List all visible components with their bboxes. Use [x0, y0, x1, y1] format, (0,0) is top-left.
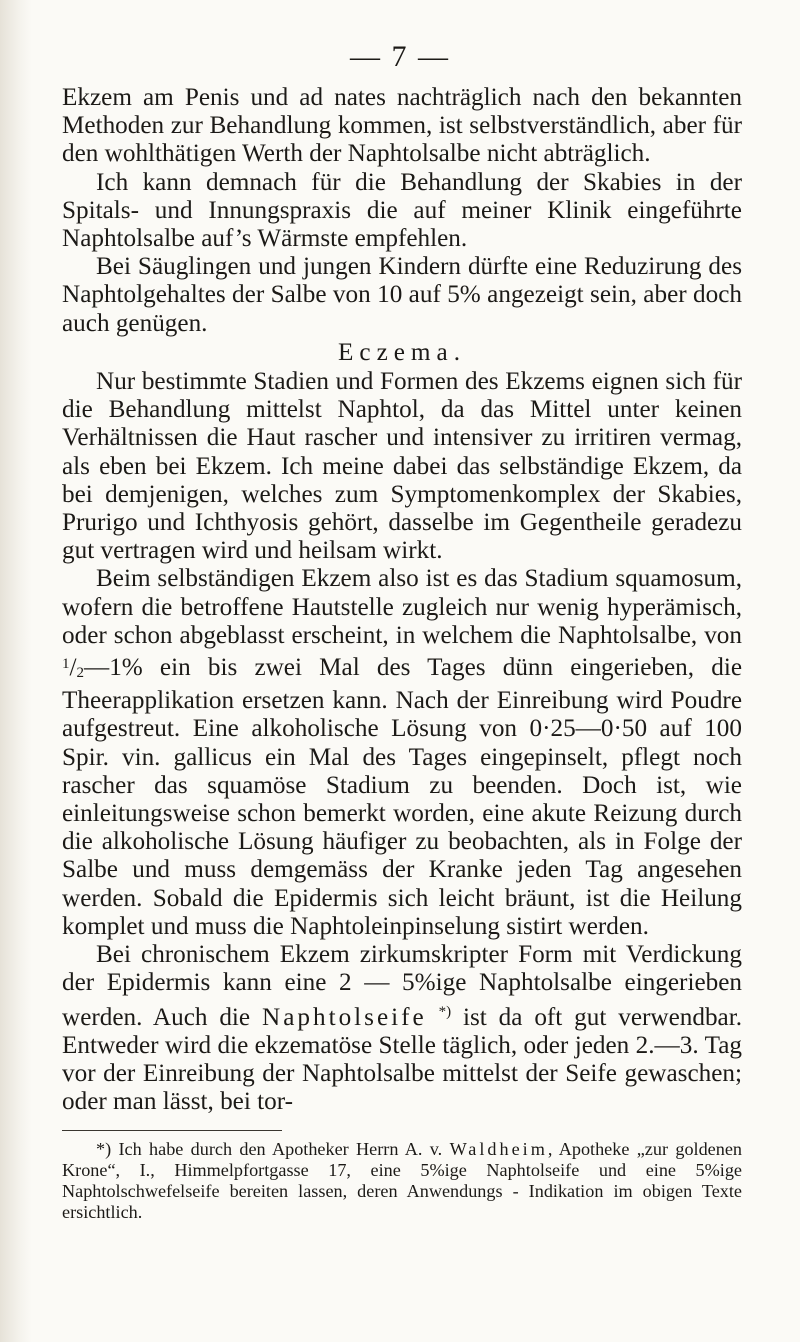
footnote-text-a: Ich habe durch den Apotheker Herrn A. v.: [118, 1139, 443, 1160]
naphtolseife-term: Naphtolseife: [262, 1003, 427, 1031]
fraction-numerator: 1: [62, 656, 70, 673]
fraction-denominator: 2: [76, 665, 84, 682]
paragraph-6-part-b: ist da oft gut verwendbar. Entweder wird die ekzematöse Stelle täglich, oder jeden 2.—3. Tag vor der Einreibung der Naphtolsalbe mittelst der Seife gewaschen; oder man lässt, bei tor-: [62, 1003, 743, 1116]
paragraph-6: [62, 941, 742, 1116]
footnote-divider: [62, 1130, 282, 1131]
paragraph-2: Ich kann demnach für die Behandlung der Skabies in der Spitals- und Innungspraxis die auf meiner Klinik eingeführte Naphtolsalbe auf’s Wärmste empfehlen.: [62, 168, 742, 253]
footnote-text-b: , Apotheke „zur goldenen Krone“, I., Himmelpfortgasse 17, eine 5%ige Naphtolseife und eine 5%ige Naphtolschwefelseife bereiten lassen, deren Anwendungs - Indikation im obigen Texte ersichtlich.: [62, 1139, 743, 1223]
footnote-reference: *): [438, 1003, 452, 1020]
paragraph-5-part-b: —1% ein bis zwei Mal des Tages dünn eingerieben, die Theerapplikation ersetzen kann. Nach der Einreibung wird Poudre aufgestreut. Eine alkoholische Lösung von 0·25—0·50 auf 100 Spir. vin. gallicus ein Mal des Tages eingepinselt, pflegt noch rascher das squamöse Stadium zu beenden. Doch ist, wie einleitungsweise schon bemerkt worden, eine akute Reizung durch die alkoholische Lösung häufiger zu beobachten, als in Folge der Salbe und muss demgemäss der Kranke jeden Tag angesehen werden. Sobald die Epidermis sich leicht bräunt, ist die Heilung komplet und muss die Naphtoleinpinselung sistirt werden.: [62, 654, 742, 940]
footnote-mark: *): [96, 1139, 112, 1160]
footnote-name: Waldheim: [449, 1139, 548, 1160]
paragraph-5: Beim selbständigen Ekzem also ist es das Stadium squamosum, wofern die betroffene Hautstelle zugleich nur wenig hyperämisch, oder schon abgeblasst erscheint, in welchem die Naphtolsalbe, von $^1$/2—1% ein bis zwei Mal des Tages dünn eingerieben, die Theerapplikation ersetzen kann. Nach der Einreibung wird Poudre aufgestreut. Eine alkoholische Lösung von 0·25—0·50 auf 100 Spir. vin. gallicus ein Mal des Tages eingepinselt, pflegt noch rascher das squamöse Stadium zu beenden. Doch ist, wie einleitungsweise schon bemerkt worden, eine akute Reizung durch die alkoholische Lösung häufiger zu beobachten, als in Folge der Salbe und muss demgemäss der Kranke jeden Tag angesehen werden. Sobald die Epidermis sich leicht bräunt, ist die Heilung komplet und muss die Naphtoleinpinselung sistirt werden.: [62, 565, 742, 940]
paragraph-4: Nur bestimmte Stadien und Formen des Ekzems eignen sich für die Behandlung mittelst Naphtol, da das Mittel unter keinen Verhältnissen die Haut rascher und intensiver zu irritiren vermag, als eben bei Ekzem. Ich meine dabei das selbständige Ekzem, da bei demjenigen, welches zum Symptomenkomplex der Skabies, Prurigo und Ichthyosis gehört, dasselbe im Gegentheile geradezu gut vertragen wird und heilsam wirkt.: [62, 368, 742, 565]
footnote: [62, 1139, 742, 1223]
paragraph-3: Bei Säuglingen und jungen Kindern dürfte eine Reduzirung des Naphtolgehaltes der Salbe von 10 auf 5% angezeigt sein, aber doch auch genügen.: [62, 253, 742, 337]
paragraph-1: Ekzem am Penis und ad nates nachträglich nach den bekannten Methoden zur Behandlung kommen, ist selbstverständlich, aber für den wohlthätigen Werth der Naphtolsalbe nicht abträglich.: [62, 84, 742, 168]
paragraph-6-part-a: Bei chronischem Ekzem zirkumskripter Form mit Verdickung der Epidermis kann eine 2 — 5%ige Naphtolsalbe eingerieben werden. Auch die: [62, 941, 742, 1031]
page-edge-shadow: [0, 0, 32, 1342]
section-heading-eczema: Eczema.: [338, 338, 466, 366]
paragraph-5-part-a: Beim selbständigen Ekzem also ist es das Stadium squamosum, wofern die betroffene Hautstelle zugleich nur wenig hyperämisch, oder schon abgeblasst erscheint, in welchem die Naphtolsalbe, von: [62, 565, 742, 649]
page-number: — 7 —: [350, 40, 450, 73]
main-text: [62, 84, 742, 1223]
